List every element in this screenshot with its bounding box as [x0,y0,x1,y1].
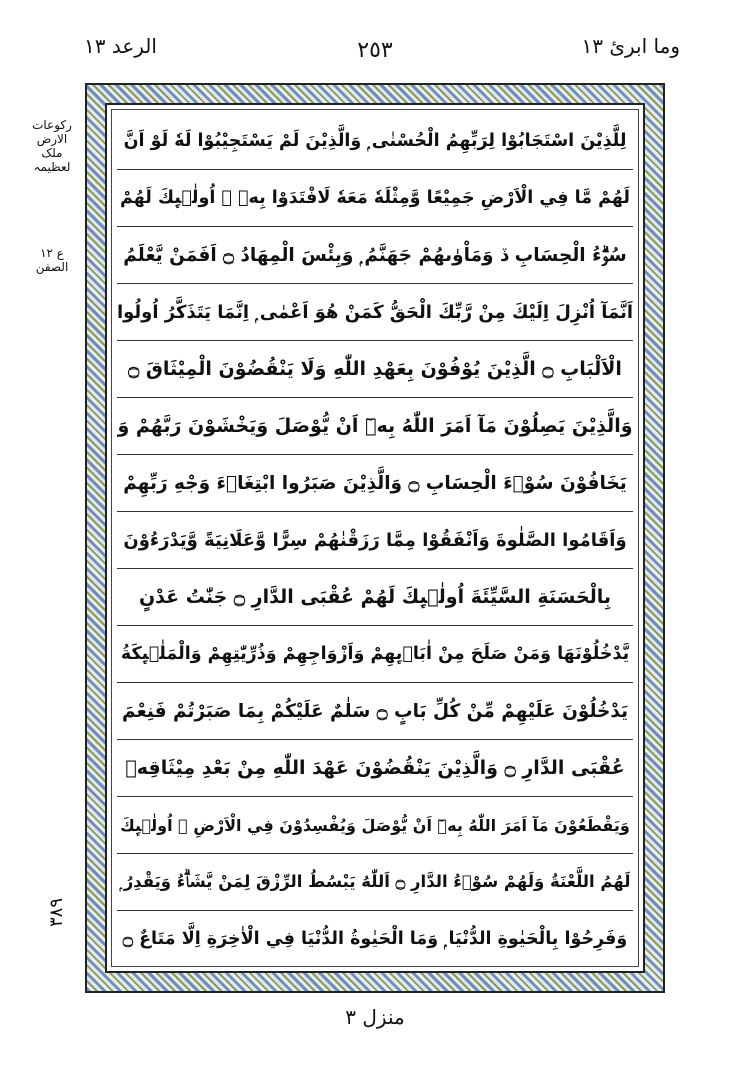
surah-header: الرعد ١٣ [84,34,157,58]
verse-line-7: يَخَافُوْنَ سُوْۗءَ الْحِسَابِ ۝ وَالَّذِيْنَ صَبَرُوا ابْتِغَاۗءَ وَجْهِ رَبِّهِمْ [117,455,633,512]
juz-header: وما ابرئ ١٣ [581,34,680,58]
verse-line-11: يَدْخُلُوْنَ عَلَيْهِمْ مِّنْ كُلِّ بَابٍ ۝ سَلٰمٌ عَلَيْكُمْ بِمَا صَبَرْتُمْ فَنِعْمَ [117,683,633,740]
side-number: ٣٨٩ [46,898,67,928]
verse-line-14: لَهُمُ اللَّعْنَةُ وَلَهُمْ سُوْۗءُ الدَّارِ ۝ اَللّٰهُ يَبْسُطُ الرِّزْقَ لِمَنْ يَّشَاۗءُ وَيَقْدِرُ ۭ [117,854,633,911]
verse-line-9: بِالْحَسَنَةِ السَّيِّئَةَ اُولٰۗىِٕكَ لَهُمْ عُقْبَى الدَّارِ ۝ جَنّٰتُ عَدْنٍ [117,569,633,626]
ruku-note-top-line1: ركوعات الارض [32,118,72,146]
verse-line-15: وَفَرِحُوْا بِالْحَيٰوةِ الدُّنْيَا ۭ وَمَا الْحَيٰوةُ الدُّنْيَا فِي الْاٰخِرَةِ اِلَّا مَتَاعٌ ۝ [122,929,628,949]
ornamental-border [85,83,665,993]
verse-line-2: لَهُمْ مَّا فِي الْاَرْضِ جَمِيْعًا وَّمِثْلَهٗ مَعَهٗ لَافْتَدَوْا بِهٖ ۭ اُولٰۗىِٕكَ لَهُمْ [117,170,633,227]
verse-lines [117,113,633,963]
verse-line-12: عُقْبَى الدَّارِ ۝ وَالَّذِيْنَ يَنْقُضُوْنَ عَهْدَ اللّٰهِ مِنْ بَعْدِ مِيْثَاقِهٖ [117,740,633,797]
verse-line-5: الْاَلْبَابِ ۝ الَّذِيْنَ يُوْفُوْنَ بِعَهْدِ اللّٰهِ وَلَا يَنْقُضُوْنَ الْمِيْثَاقَ ۝ [117,341,633,398]
verse-line-4: اَنَّمَآ اُنْزِلَ اِلَيْكَ مِنْ رَّبِّكَ الْحَقُّ كَمَنْ هُوَ اَعْمٰى ۭ اِنَّمَا يَتَذَكَّرُ اُولُوا [117,284,633,341]
ruku-note-top [22,118,82,174]
verse-line-6: وَالَّذِيْنَ يَصِلُوْنَ مَآ اَمَرَ اللّٰهُ بِهٖٓ اَنْ يُّوْصَلَ وَيَخْشَوْنَ رَبَّهُمْ وَ [117,398,633,455]
verse-line-10: يَّدْخُلُوْنَهَا وَمَنْ صَلَحَ مِنْ اٰبَاۗىِٕهِمْ وَاَزْوَاجِهِمْ وَذُرِّيّٰتِهِمْ وَالْمَلٰۗىِٕكَةُ [117,626,633,683]
ruku-note-top-line2: ملک لعظیمہ [33,146,71,174]
page-number: ٢٥٣ [357,38,393,63]
ruku-note-mid: ع ١٢ الصفن [35,246,69,274]
verse-line-1: لِلَّذِيْنَ اسْتَجَابُوْا لِرَبِّهِمُ الْحُسْنٰى ۭ وَالَّذِيْنَ لَمْ يَسْتَجِيْبُوْا لَهٗ لَوْ اَنَّ [117,113,633,170]
text-panel [105,103,645,973]
verse-line-8: وَاَقَامُوا الصَّلٰوةَ وَاَنْفَقُوْا مِمَّا رَزَقْنٰهُمْ سِرًّا وَّعَلَانِيَةً وَّيَدْرَءُوْنَ [117,512,633,569]
verse-line-3: سُوْۗءُ الْحِسَابِ ڏ وَمَاْوٰىهُمْ جَهَنَّمُ ۭ وَبِئْسَ الْمِهَادُ ۝ اَفَمَنْ يَّعْلَمُ [117,227,633,284]
verse-line-13: وَيَقْطَعُوْنَ مَآ اَمَرَ اللّٰهُ بِهٖٓ اَنْ يُّوْصَلَ وَيُفْسِدُوْنَ فِي الْاَرْضِ ۙ اُولٰۗىِٕكَ [117,797,633,854]
manzil-footer: منزل ٣ [345,1005,405,1029]
